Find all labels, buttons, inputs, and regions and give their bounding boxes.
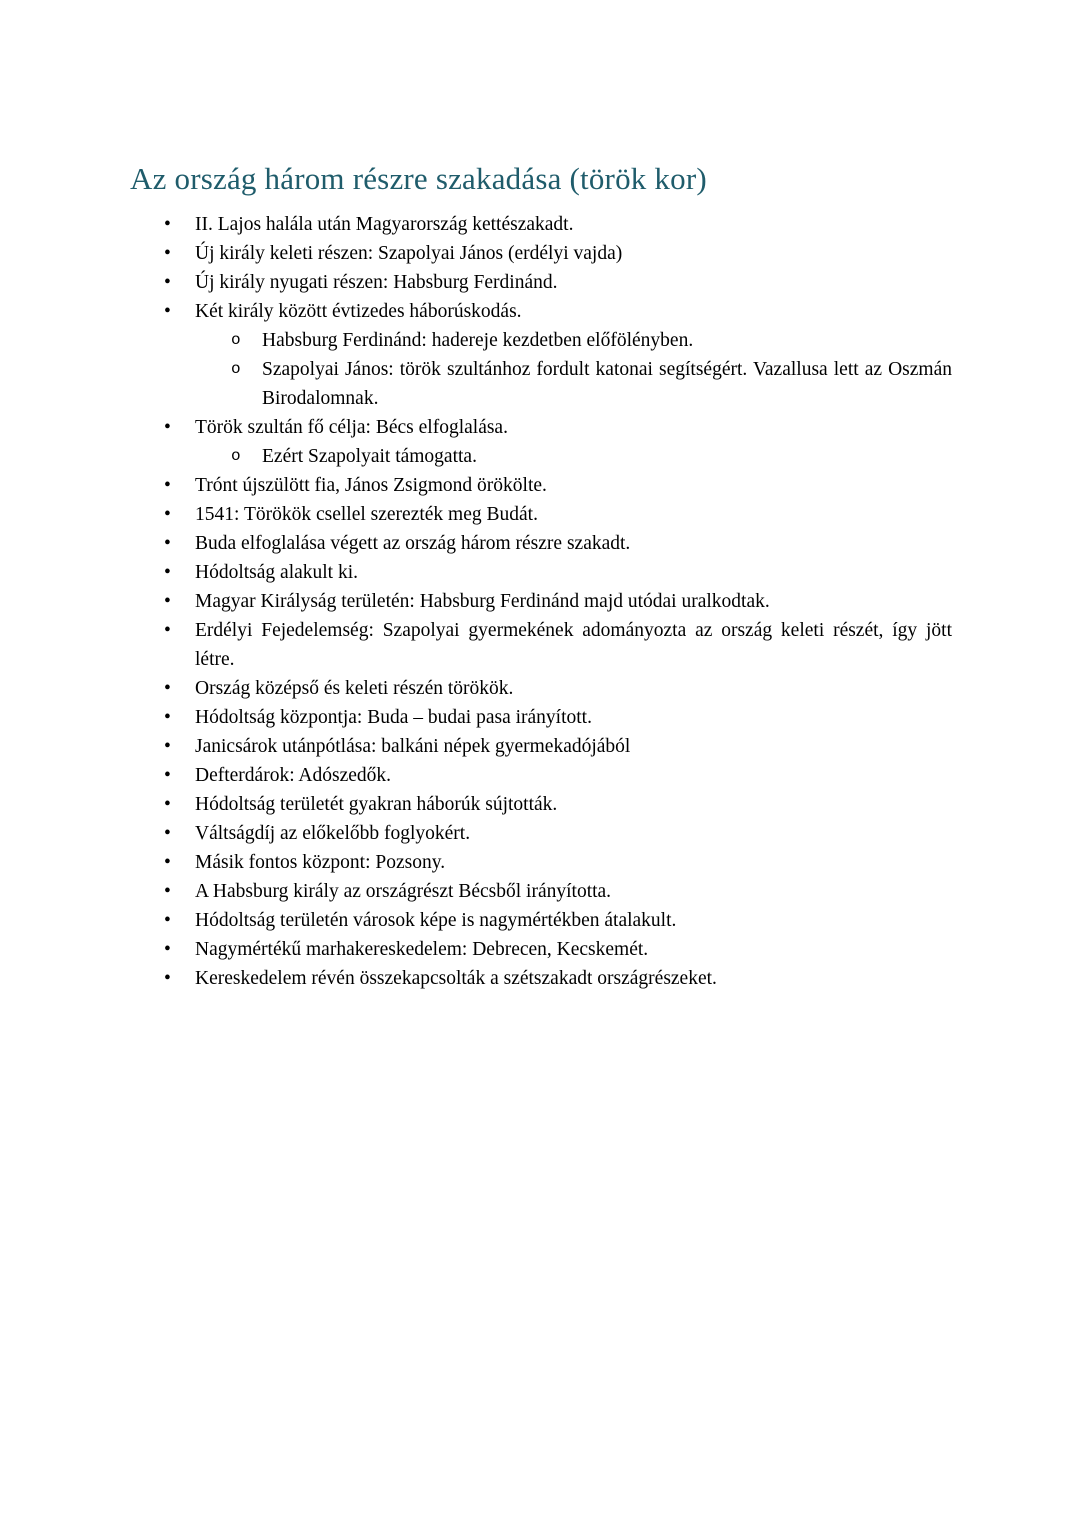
list-item [130, 471, 952, 500]
list-item-text: Két király között évtizedes háborúskodás. [195, 301, 522, 323]
circle-marker: o [231, 331, 241, 350]
list-item [130, 761, 952, 790]
list-item-text: Erdélyi Fejedelemség: Szapolyai gyermekének adományozta az ország keleti részét, így jött létre. [195, 620, 952, 671]
list-item [130, 413, 952, 442]
list-item [130, 297, 952, 326]
bullet-marker: • [164, 620, 171, 642]
bullet-marker: • [164, 823, 171, 845]
list-item-text: Hódoltság területén városok képe is nagymértékben átalakult. [195, 910, 677, 932]
list-item-text: Janicsárok utánpótlása: balkáni népek gyermekadójából [195, 736, 631, 758]
list-item-text: Török szultán fő célja: Bécs elfoglalása. [195, 417, 508, 439]
list-item-text: II. Lajos halála után Magyarország kettészakadt. [195, 214, 574, 236]
list-item [130, 210, 952, 239]
list-item-text: 1541: Törökök csellel szerezték meg Budát. [195, 504, 538, 526]
list-item-text: Másik fontos központ: Pozsony. [195, 852, 446, 874]
bullet-marker: • [164, 765, 171, 787]
list-item-text: Buda elfoglalása végett az ország három részre szakadt. [195, 533, 631, 555]
list-item-text: Defterdárok: Adószedők. [195, 765, 392, 787]
bullet-marker: • [164, 910, 171, 932]
bullet-list [130, 210, 952, 993]
list-item-text: Szapolyai János: török szultánhoz fordult katonai segítségért. Vazallusa lett az Oszmán Birodalomnak. [262, 359, 952, 410]
list-item [130, 790, 952, 819]
circle-marker: o [231, 447, 241, 466]
list-item-text: Hódoltság alakult ki. [195, 562, 359, 584]
list-item [130, 964, 952, 993]
bullet-marker: • [164, 417, 171, 439]
bullet-marker: • [164, 707, 171, 729]
bullet-marker: • [164, 881, 171, 903]
list-item-text: A Habsburg király az országrészt Bécsből irányította. [195, 881, 612, 903]
bullet-marker: • [164, 591, 171, 613]
list-item [130, 703, 952, 732]
list-item [130, 500, 952, 529]
bullet-marker: • [164, 562, 171, 584]
page-title: Az ország három részre szakadása (török kor) [130, 161, 707, 196]
list-item-text: Hódoltság területét gyakran háborúk sújtották. [195, 794, 558, 816]
list-item [130, 848, 952, 877]
bullet-marker: • [164, 533, 171, 555]
bullet-marker: • [164, 678, 171, 700]
list-item-text: Nagymértékű marhakereskedelem: Debrecen, Kecskemét. [195, 939, 649, 961]
list-item [130, 442, 952, 471]
list-item-text: Habsburg Ferdinánd: hadereje kezdetben előfölényben. [262, 330, 694, 352]
list-item-text: Váltságdíj az előkelőbb foglyokért. [195, 823, 471, 845]
list-item [130, 906, 952, 935]
list-item [130, 587, 952, 616]
list-item [130, 355, 952, 413]
bullet-marker: • [164, 272, 171, 294]
list-item [130, 529, 952, 558]
list-item [130, 616, 952, 674]
list-item-text: Kereskedelem révén összekapcsolták a szétszakadt országrészeket. [195, 968, 717, 990]
list-item-text: Ország középső és keleti részén törökök. [195, 678, 514, 700]
list-item-text: Ezért Szapolyait támogatta. [262, 446, 477, 468]
list-item [130, 877, 952, 906]
list-item [130, 819, 952, 848]
list-item [130, 239, 952, 268]
bullet-marker: • [164, 794, 171, 816]
list-item-text: Magyar Királyság területén: Habsburg Ferdinánd majd utódai uralkodtak. [195, 591, 770, 613]
list-item [130, 326, 952, 355]
bullet-marker: • [164, 301, 171, 323]
list-item [130, 674, 952, 703]
bullet-marker: • [164, 968, 171, 990]
list-item-text: Új király nyugati részen: Habsburg Ferdinánd. [195, 272, 558, 294]
bullet-marker: • [164, 214, 171, 236]
bullet-marker: • [164, 504, 171, 526]
list-item [130, 935, 952, 964]
bullet-marker: • [164, 852, 171, 874]
list-item-text: Hódoltság központja: Buda – budai pasa irányított. [195, 707, 592, 729]
bullet-marker: • [164, 736, 171, 758]
list-item-text: Trónt újszülött fia, János Zsigmond örökölte. [195, 475, 547, 497]
list-item [130, 558, 952, 587]
circle-marker: o [231, 360, 241, 379]
list-item [130, 268, 952, 297]
bullet-marker: • [164, 243, 171, 265]
list-item [130, 732, 952, 761]
bullet-marker: • [164, 475, 171, 497]
bullet-marker: • [164, 939, 171, 961]
list-item-text: Új király keleti részen: Szapolyai János (erdélyi vajda) [195, 243, 623, 265]
